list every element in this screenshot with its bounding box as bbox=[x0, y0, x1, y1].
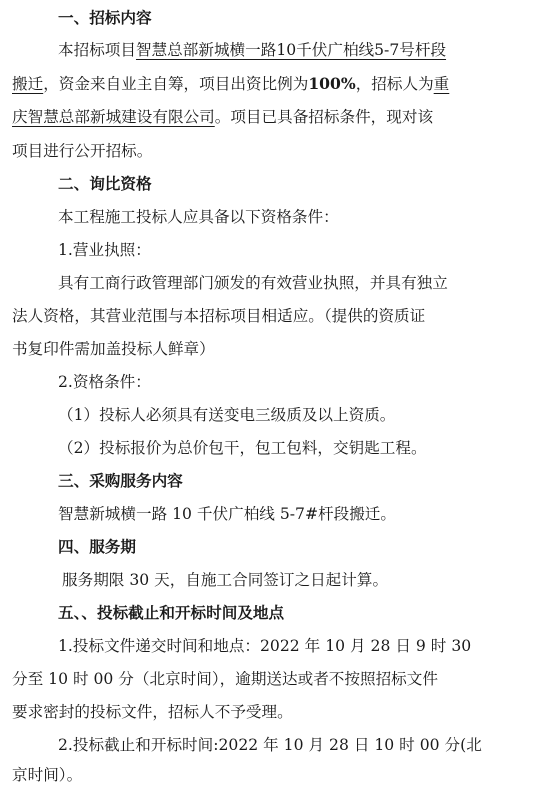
paragraph-line: 1.营业执照： bbox=[58, 241, 151, 259]
section-heading-bid-content: 一、招标内容 bbox=[58, 9, 152, 27]
text-fragment: ，招标人为 bbox=[355, 75, 434, 93]
section-heading-procurement: 三、采购服务内容 bbox=[58, 472, 183, 490]
paragraph-line: 智慧新城横一路 10 千伏广柏线 5-7#杆段搬迁。 bbox=[58, 505, 396, 523]
section-heading-qualification: 二、询比资格 bbox=[58, 175, 152, 193]
text-fragment: 。项目已具备招标条件，现对该 bbox=[214, 108, 434, 126]
paragraph-line: 2.投标截止和开标时间:2022 年 10 月 28 日 10 时 00 分(北 bbox=[58, 736, 482, 754]
tenderer-name-underlined-cont: 庆智慧总部新城建设有限公司 bbox=[12, 108, 215, 126]
paragraph-line: 项目进行公开招标。 bbox=[12, 142, 153, 160]
section-heading-deadline: 五、、投标截止和开标时间及地点 bbox=[58, 604, 285, 622]
paragraph-line: 分至 10 时 00 分（北京时间），逾期送达或者不按照招标文件 bbox=[12, 670, 438, 688]
paragraph-line: 法人资格，其营业范围与本招标项目相适应。（提供的资质证 bbox=[12, 307, 426, 325]
paragraph-line bbox=[58, 40, 446, 60]
paragraph-line: 本工程施工投标人应具备以下资格条件： bbox=[58, 208, 339, 226]
text-fragment: 本招标项目 bbox=[58, 41, 136, 59]
project-name-underlined: 智慧总部新城横一路10千伏广柏线5-7号杆段 bbox=[135, 41, 447, 59]
paragraph-line bbox=[12, 74, 449, 94]
paragraph-line: 要求密封的投标文件，招标人不予受理。 bbox=[12, 703, 293, 721]
paragraph-line: 具有工商行政管理部门颁发的有效营业执照，并具有独立 bbox=[58, 274, 448, 292]
funding-percentage: 100% bbox=[308, 74, 356, 93]
list-item: （1）投标人必须具有送变电三级质及以上资质。 bbox=[58, 406, 396, 424]
project-name-underlined-cont: 搬迁 bbox=[12, 75, 44, 93]
paragraph-line: 京时间）。 bbox=[12, 766, 83, 784]
text-fragment: ，资金来自业主自筹，项目出资比例为 bbox=[43, 75, 309, 93]
section-heading-service-period: 四、服务期 bbox=[58, 538, 136, 556]
paragraph-line: 书复印件需加盖投标人鲜章） bbox=[12, 340, 215, 358]
paragraph-line bbox=[12, 107, 433, 127]
paragraph-line: 1.投标文件递交时间和地点：2022 年 10 月 28 日 9 时 30 bbox=[58, 637, 472, 655]
paragraph-line: 2.资格条件： bbox=[58, 373, 151, 391]
tenderer-name-underlined: 重 bbox=[433, 75, 450, 93]
paragraph-line: 服务期限 30 天，自施工合同签订之日起计算。 bbox=[62, 571, 389, 589]
list-item: （2）投标报价为总价包干，包工包料，交钥匙工程。 bbox=[58, 439, 427, 457]
